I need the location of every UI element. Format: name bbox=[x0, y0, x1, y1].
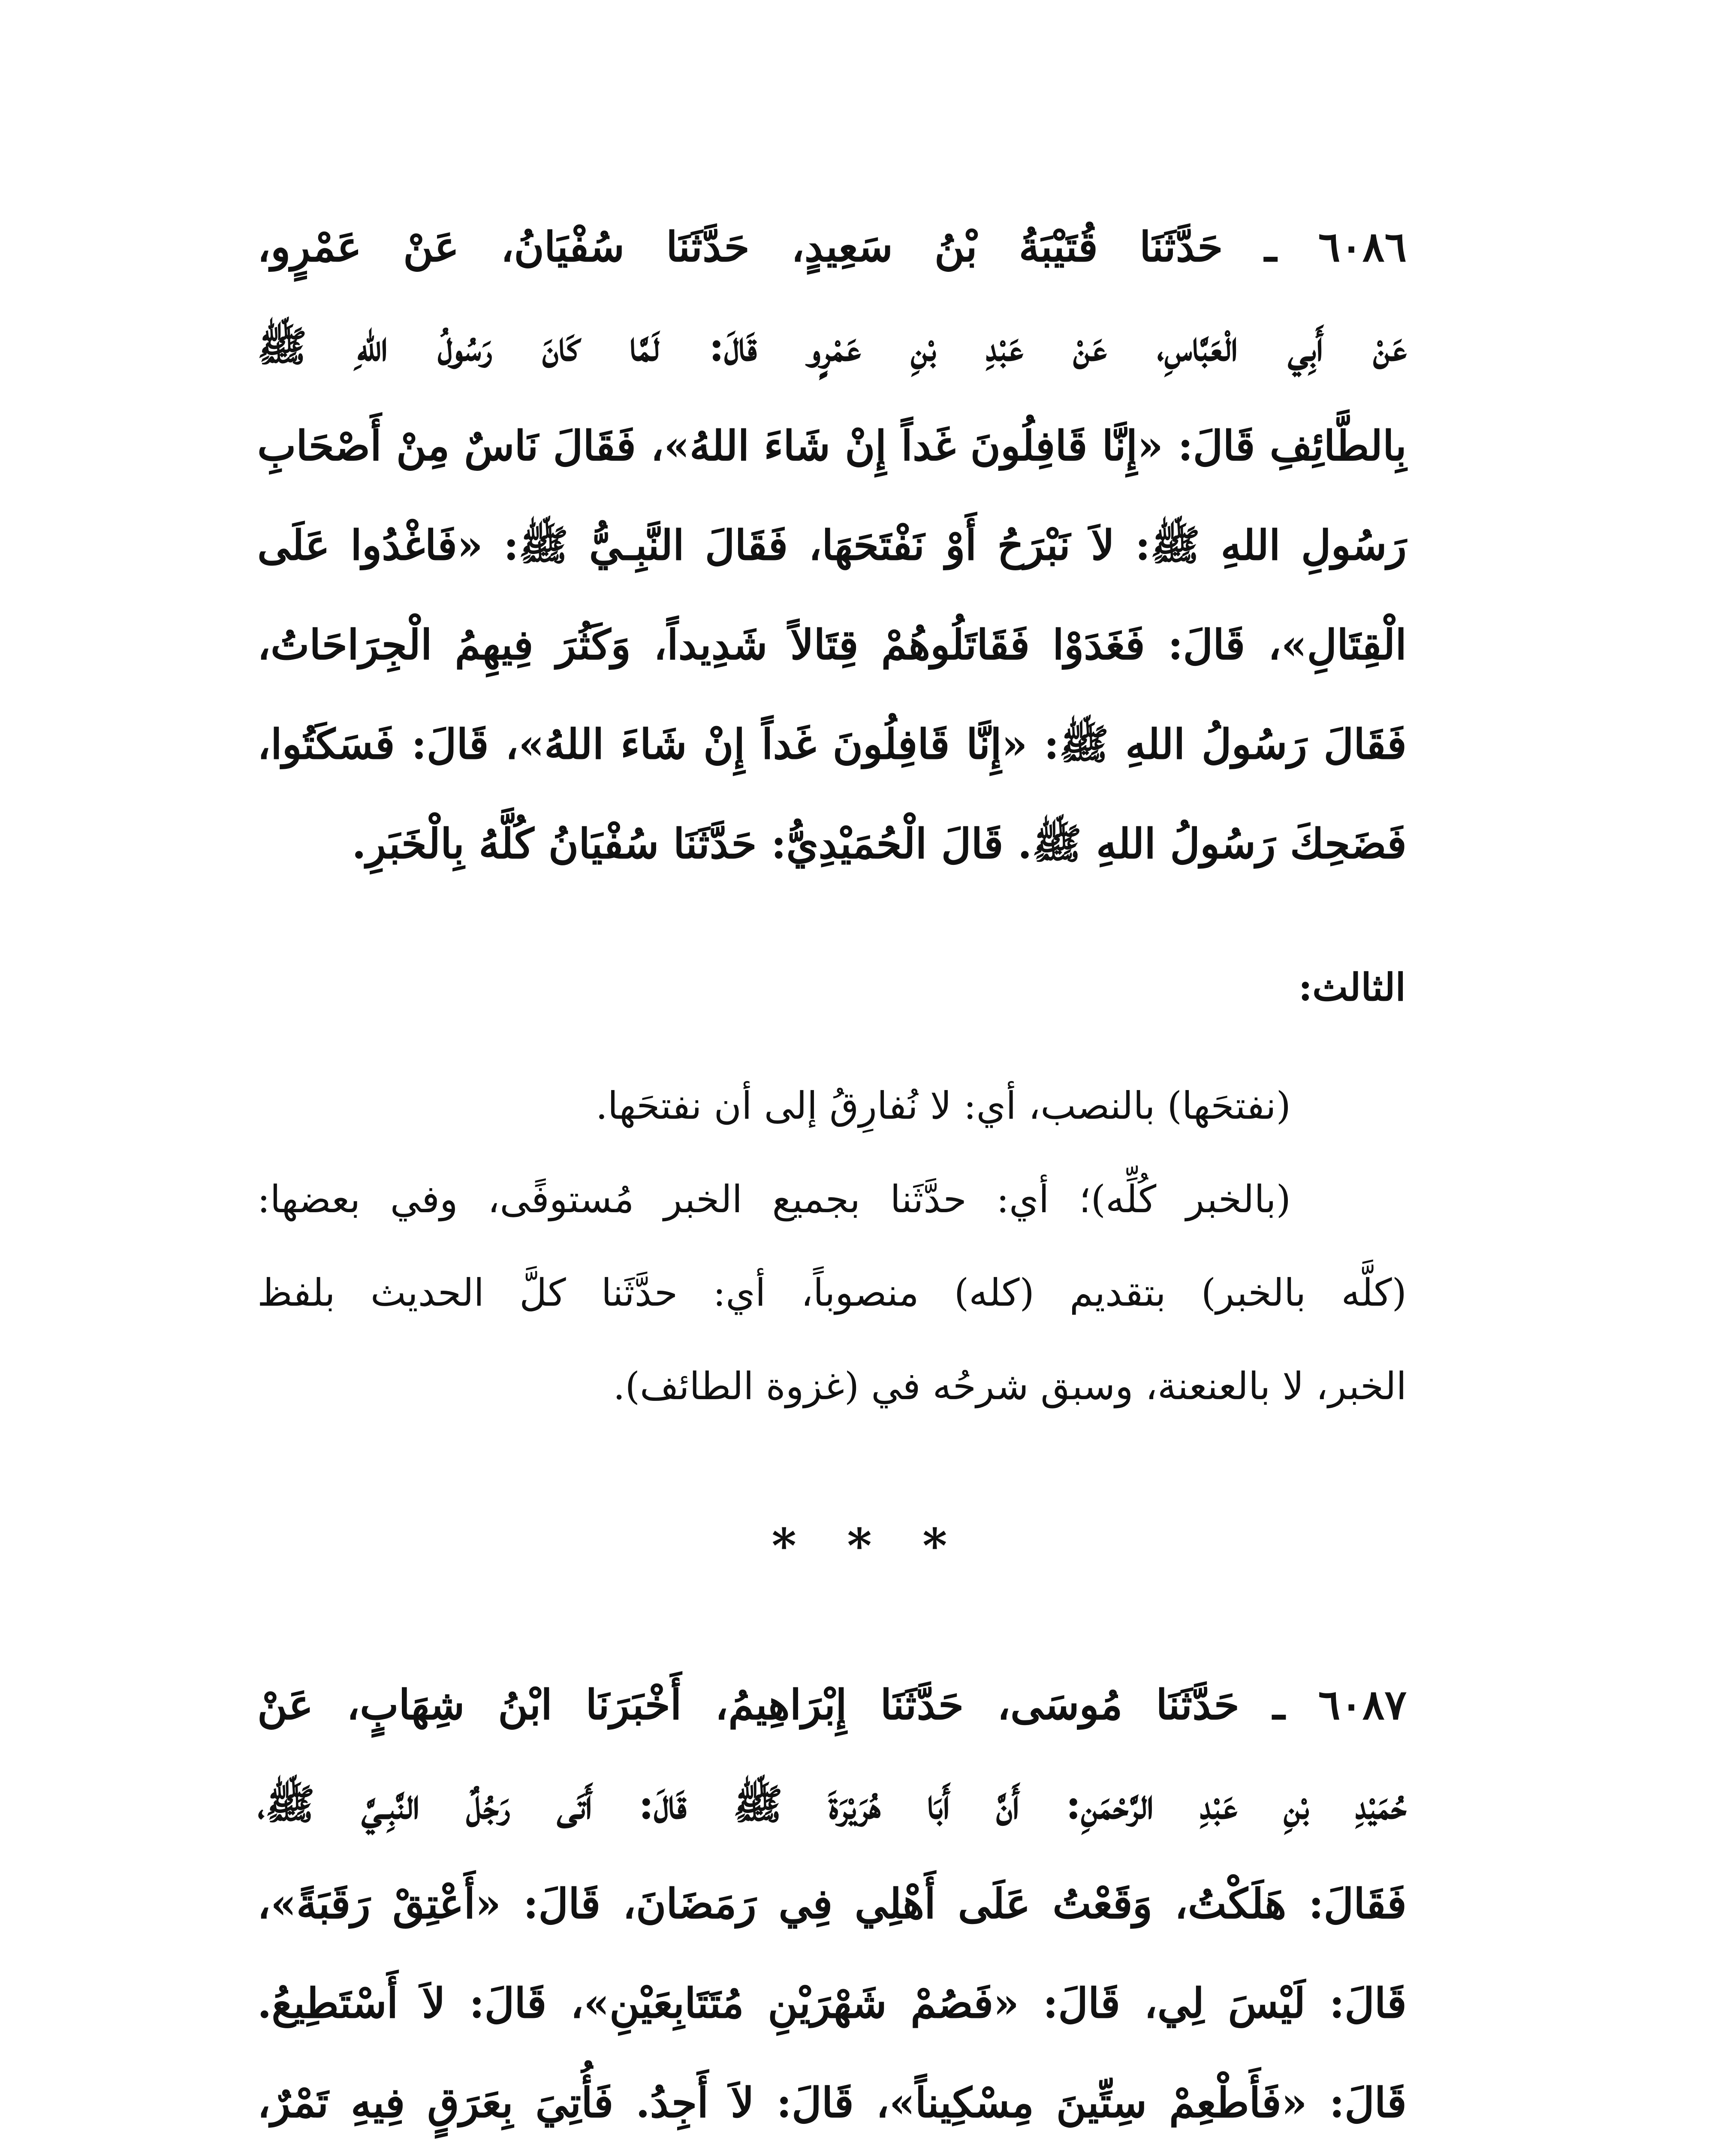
hadith-6086-line: رَسُولِ اللهِ ﷺ: لاَ نَبْرَحُ أَوْ نَفْتَحَهَا، فَقَالَ النَّبِـيُّ ﷺ: «فَاغْدُوا عَلَى bbox=[257, 521, 1407, 569]
hadith-6086-line: فَقَالَ رَسُولُ اللهِ ﷺ: «إِنَّا قَافِلُونَ غَداً إِنْ شَاءَ اللهُ»، قَالَ: فَسَكَتُوا، bbox=[257, 720, 1407, 768]
hadith-6086-line: الْقِتَالِ»، قَالَ: فَغَدَوْا فَقَاتَلُوهُمْ قِتَالاً شَدِيداً، وَكَثُرَ فِيهِمُ الْجِرَاحَاتُ، bbox=[257, 620, 1407, 669]
hadith-6087-line: قَالَ: «فَأَطْعِمْ سِتِّينَ مِسْكِيناً»، قَالَ: لاَ أَجِدُ. فَأُتِيَ بِعَرَقٍ فِيهِ تَمْرٌ، bbox=[257, 2078, 1407, 2127]
commentary-line: (نفتحَها) بالنصب، أي: لا نُفارِقُ إلى أن نفتحَها. bbox=[595, 1084, 1291, 1128]
hadith-6087 bbox=[257, 1655, 1407, 2144]
hadith-6087-line: حُمَيْدِ بْنِ عَبْدِ الرَّحْمَنِ: أَنَّ أَبَا هُرَيْرَةَ ﷺ قَالَ: أَتَى رَجُلٌ النَّبِـيَّ ﷺ، bbox=[257, 1780, 1407, 1828]
commentary bbox=[257, 1059, 1407, 1433]
hadith-6087-line: فَقَالَ: هَلَكْتُ، وَقَعْتُ عَلَى أَهْلِي فِي رَمَضَانَ، قَالَ: «أَعْتِقْ رَقَبَةً»، bbox=[257, 1879, 1407, 1928]
commentary-line: (بالخبر كُلِّه)؛ أي: حدَّثَنا بجميع الخبر مُستوفًى، وفي بعضها: bbox=[257, 1177, 1291, 1221]
hadith-6086-line: عَنْ أَبِي الْعَبَّاسِ، عَنْ عَبْدِ بْنِ عَمْرٍو قَالَ: لَمَّا كَانَ رَسُولُ اللهِ ﷺ bbox=[257, 322, 1407, 370]
hadith-6086 bbox=[257, 197, 1407, 894]
section-heading: الثالث: bbox=[1298, 965, 1406, 1009]
commentary-line: (كلَّه بالخبر) بتقديم (كله) منصوباً، أي: حدَّثَنا كلَّ الحديث بلفظ bbox=[257, 1271, 1407, 1315]
hadith-6086-line: بِالطَّائِفِ قَالَ: «إِنَّا قَافِلُونَ غَداً إِنْ شَاءَ اللهُ»، فَقَالَ نَاسٌ مِنْ أَصْحَابِ bbox=[257, 422, 1407, 470]
hadith-6087-line: قَالَ: لَيْسَ لِي، قَالَ: «فَصُمْ شَهْرَيْنِ مُتَتَابِعَيْنِ»، قَالَ: لاَ أَسْتَطِيعُ. bbox=[257, 1979, 1407, 2027]
section-separator: * * * bbox=[772, 1518, 964, 1573]
commentary-line: الخبر، لا بالعنعنة، وسبق شرحُه في (غزوة الطائف). bbox=[613, 1364, 1407, 1408]
hadith-6086-line: فَضَحِكَ رَسُولُ اللهِ ﷺ. قَالَ الْحُمَيْدِيُّ: حَدَّثَنَا سُفْيَانُ كُلَّهُ بِالْخَبَرِ. bbox=[352, 819, 1407, 868]
hadith-6087-line: ٦٠٨٧ ـ حَدَّثَنَا مُوسَى، حَدَّثَنَا إِبْرَاهِيمُ، أَخْبَرَنَا ابْنُ شِهَابٍ، عَنْ bbox=[257, 1680, 1407, 1729]
hadith-6086-line: ٦٠٨٦ ـ حَدَّثَنَا قُتَيْبَةُ بْنُ سَعِيدٍ، حَدَّثَنَا سُفْيَانُ، عَنْ عَمْرٍو، bbox=[257, 223, 1407, 271]
